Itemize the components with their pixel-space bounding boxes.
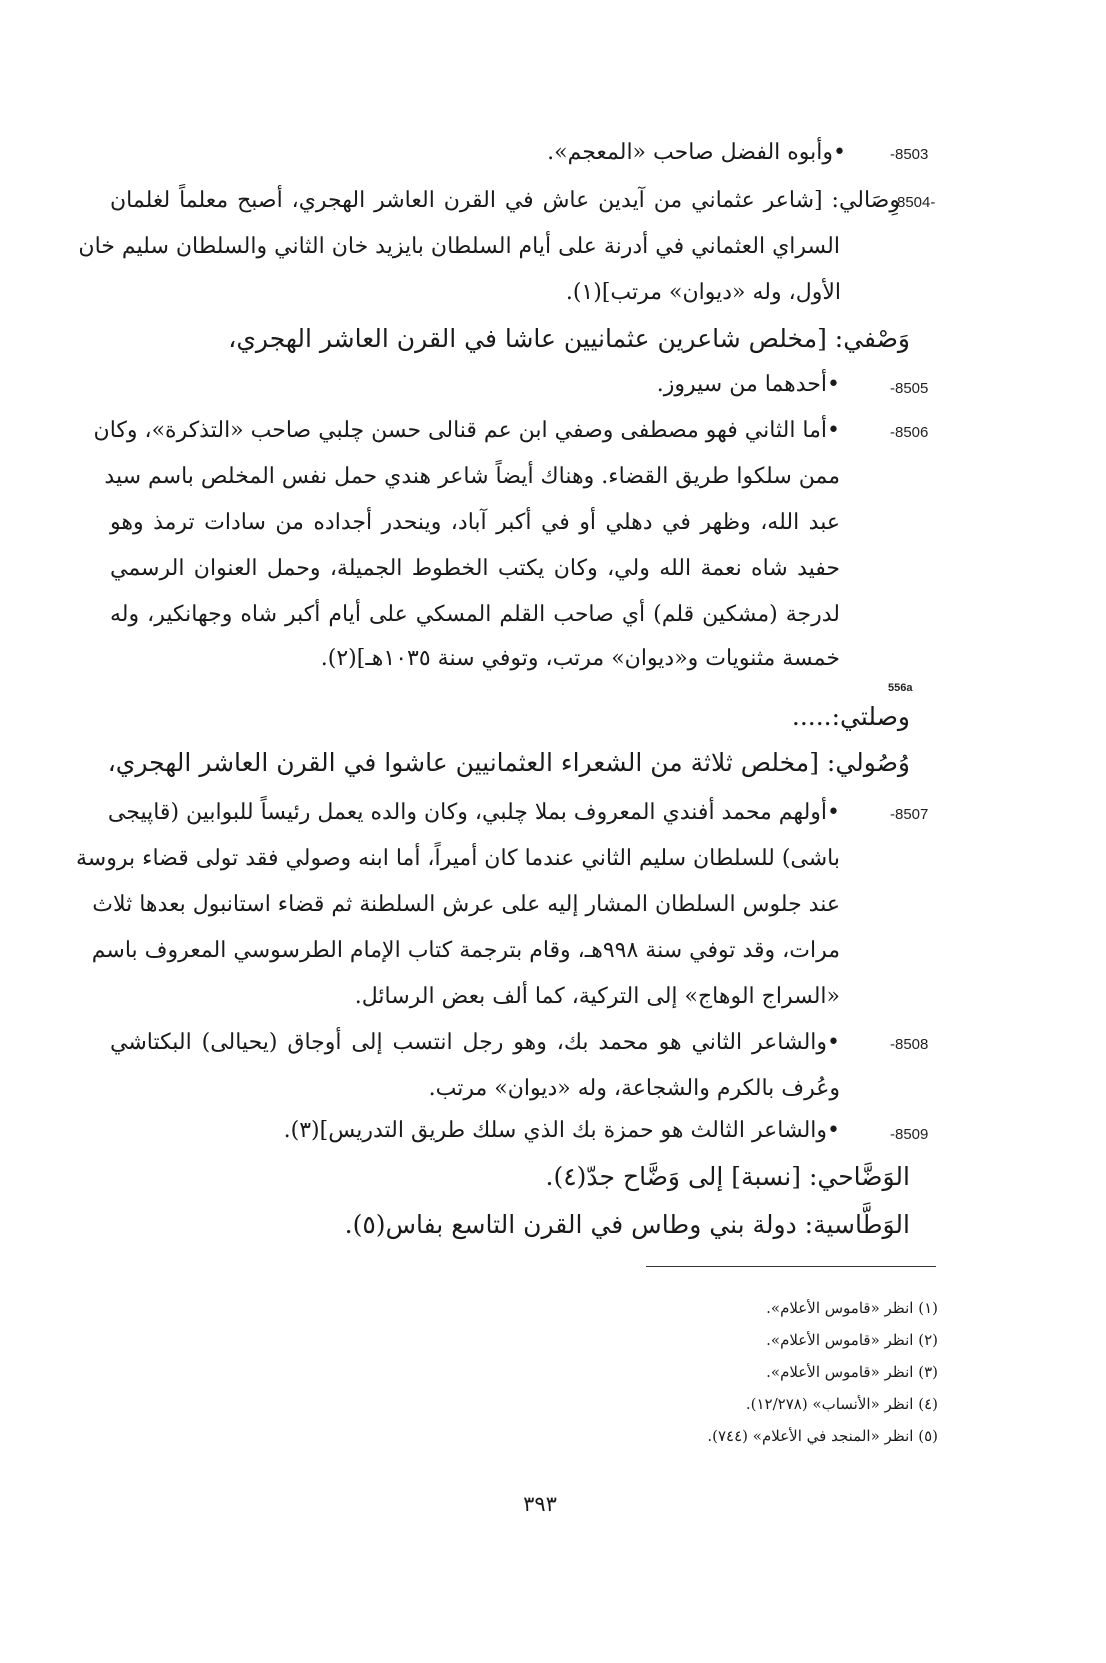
entry-number: 8504- [897, 194, 936, 211]
entry-line: لدرجة (مشكين قلم) أي صاحب القلم المسكي على أيام أكبر شاه وجهانكير، وله [110, 602, 840, 627]
entry-line: •أحدهما من سيروز. [656, 372, 840, 397]
page-number: ٣٩٣ [523, 1492, 557, 1516]
entry-number: -8508 [890, 1036, 929, 1053]
footnote: (١) انظر «قاموس الأعلام». [766, 1299, 938, 1317]
entry-line: •أما الثاني فهو مصطفى وصفي ابن عم قنالى حسن چلبي صاحب «التذكرة»، وكان [93, 418, 840, 443]
margin-marker: 556a [888, 682, 913, 694]
footnote: (٥) انظر «المنجد في الأعلام» (٧٤٤). [707, 1427, 938, 1445]
entry-line: وعُرف بالكرم والشجاعة، وله «ديوان» مرتب. [428, 1076, 840, 1101]
entry-line: خمسة مثنويات و«ديوان» مرتب، وتوفي سنة ١٠٣٥هـ](٢). [320, 646, 840, 671]
entry-line: •والشاعر الثاني هو محمد بك، وهو رجل انتسب إلى أوجاق (يحيالى) البكتاشي [110, 1030, 840, 1055]
entry-line: «السراج الوهاج» إلى التركية، كما ألف بعض الرسائل. [354, 984, 840, 1009]
entry-line: الأول، وله «ديوان» مرتب](١). [565, 280, 841, 305]
entry-line: عند جلوس السلطان المشار إليه على عرش السلطنة ثم قضاء استانبول بعدها ثلاث [92, 892, 840, 917]
entry-number: -8506 [890, 424, 929, 441]
entry-line: باشى) للسلطان سليم الثاني عندما كان أميراً، أما ابنه وصولي فقد تولى قضاء بروسة [76, 846, 840, 871]
lemma-line: وُصُولي: [مخلص ثلاثة من الشعراء العثمانيين عاشوا في القرن العاشر الهجري، [107, 748, 910, 777]
footnote: (٢) انظر «قاموس الأعلام». [766, 1331, 938, 1349]
entry-line: ممن سلكوا طريق القضاء. وهناك أيضاً شاعر هندي حمل نفس المخلص باسم سيد [104, 464, 840, 489]
entry-line: •أولهم محمد أفندي المعروف بملا چلبي، وكان والده يعمل رئيساً للبوابين (قاپيجى [107, 800, 840, 825]
entry-line: •وأبوه الفضل صاحب «المعجم». [547, 140, 846, 165]
entry-line: عبد الله، وظهر في دهلي أو في أكبر آباد، وينحدر أجداده من سادات ترمذ وهو [110, 510, 840, 535]
lemma-line: الوَطَّاسية: دولة بني وطاس في القرن التاسع بفاس(٥). [344, 1210, 910, 1239]
entry-line: •والشاعر الثالث هو حمزة بك الذي سلك طريق التدريس](٣). [283, 1118, 840, 1143]
entry-line: مرات، وقد توفي سنة ٩٩٨هـ، وقام بترجمة كتاب الإمام الطرسوسي المعروف باسم [91, 938, 840, 963]
entry-number: -8503 [890, 146, 929, 163]
entry-number: -8509 [890, 1126, 929, 1143]
footnote: (٤) انظر «الأنساب» (١٢/٢٧٨). [745, 1395, 938, 1413]
entry-line: وِصَالي: [شاعر عثماني من آيدين عاش في القرن العاشر الهجري، أصبح معلماً لغلمان [110, 188, 900, 213]
entry-line: السراي العثماني في أدرنة على أيام السلطان بايزيد خان الثاني والسلطان سليم خان [78, 234, 840, 259]
entry-line: حفيد شاه نعمة الله ولي، وكان يكتب الخطوط الجميلة، وحمل العنوان الرسمي [110, 556, 840, 581]
lemma-line: وصلتي:..... [791, 702, 910, 731]
lemma-line: وَصْفي: [مخلص شاعرين عثمانيين عاشا في القرن العاشر الهجري، [228, 324, 910, 353]
entry-number: -8507 [890, 806, 929, 823]
lemma-line: الوَضَّاحي: [نسبة] إلى وَضَّاح جدّ(٤). [545, 1162, 910, 1191]
footnote: (٣) انظر «قاموس الأعلام». [766, 1363, 938, 1381]
footnote-rule [646, 1266, 936, 1267]
entry-number: -8505 [890, 380, 929, 397]
